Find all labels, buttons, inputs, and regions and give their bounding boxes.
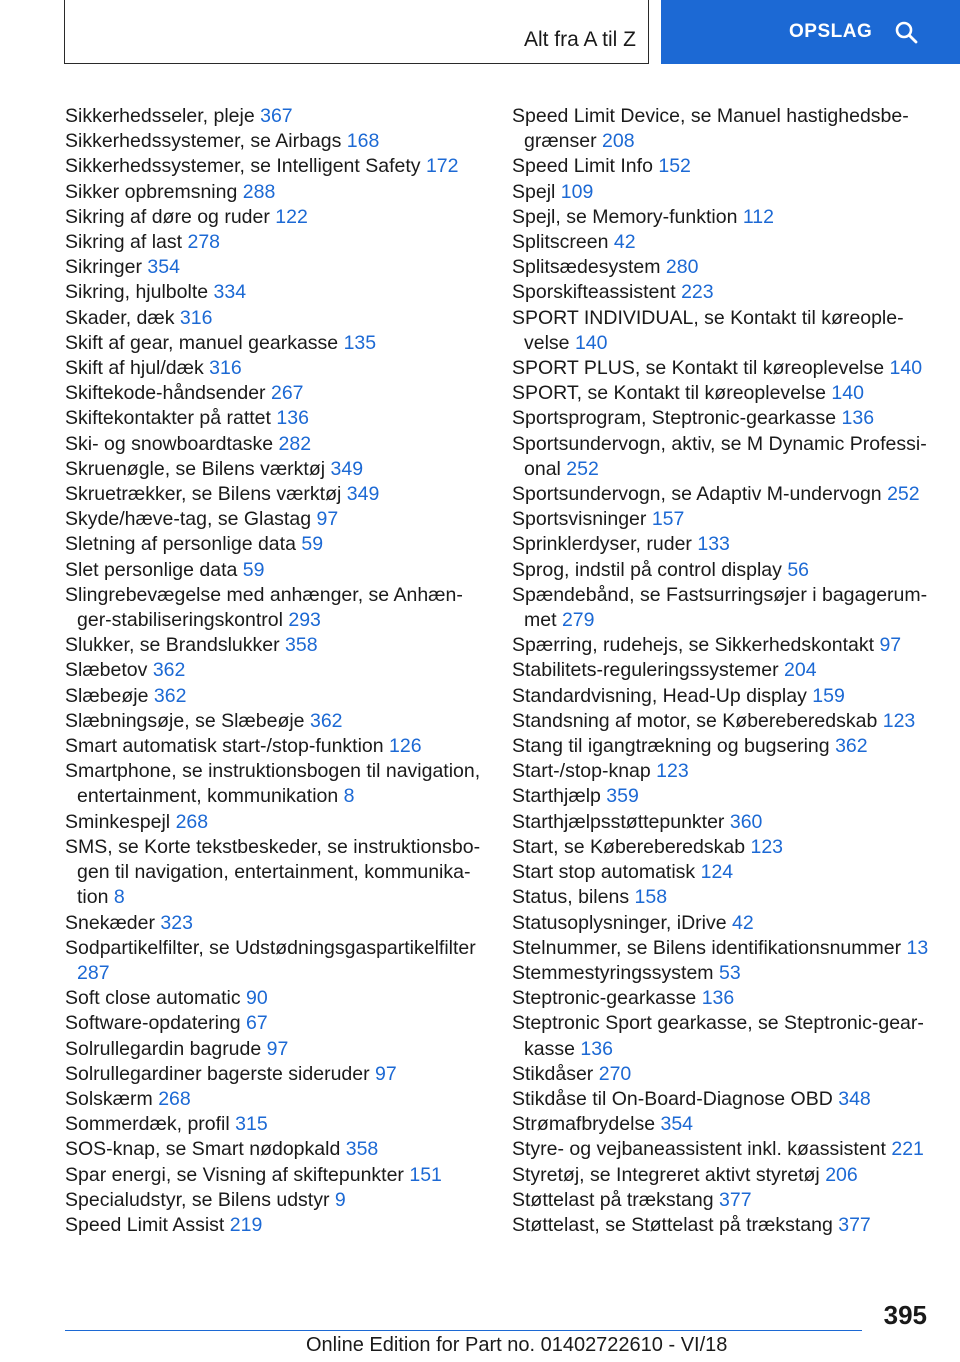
index-entry-term: Sikringer (65, 256, 142, 279)
index-entry (65, 684, 485, 709)
index-entry (65, 986, 485, 1011)
index-entry-term: Skader, dæk (65, 306, 175, 329)
index-entry-term: Snekæder (65, 911, 155, 934)
index-page-link[interactable]: 367 (260, 105, 293, 127)
index-page-link[interactable]: 358 (285, 634, 318, 657)
index-entry-term: Sportsvisninger (512, 508, 647, 531)
index-entry-term: Strømafbrydelse (512, 1113, 656, 1136)
index-entry (512, 432, 932, 482)
index-page-link[interactable]: 109 (560, 180, 594, 203)
index-entry-term: Specialudstyr, se Bilens udstyr (65, 1188, 330, 1211)
index-page-link[interactable]: 287 (77, 961, 110, 984)
index-entry (512, 936, 932, 961)
index-entry-term: Sikkerhedssystemer, se Airbags (65, 130, 342, 153)
index-page-link[interactable]: 152 (658, 155, 691, 178)
index-entry-term: Sprog, indstil på control display (512, 558, 782, 581)
index-page-link[interactable]: 97 (375, 1062, 397, 1085)
index-entry (65, 432, 485, 457)
index-page-link[interactable]: 136 (276, 407, 309, 430)
index-entry-term: Solskærm (65, 1087, 153, 1110)
index-page-link[interactable]: 59 (301, 533, 324, 556)
index-entry (65, 532, 485, 557)
index-entry (512, 381, 932, 406)
index-entry-term: SOS-knap, se Smart nødopkald (65, 1138, 341, 1161)
index-entry-term: Start, se Købereberedskab (512, 835, 746, 858)
index-entry (512, 558, 932, 583)
index-page-link[interactable]: 140 (831, 382, 864, 405)
index-entry-term: Speed Limit Device, se Manuel hastighedsbegrænser (512, 105, 909, 153)
index-entry-term: Standardvisning, Head-Up display (512, 684, 807, 707)
index-entry (65, 306, 485, 331)
index-entry (65, 1188, 485, 1213)
index-entry-term: Statusoplysninger, iDrive (512, 911, 727, 934)
index-page-link[interactable]: 140 (574, 331, 608, 354)
index-page-link[interactable]: 140 (889, 357, 923, 380)
index-page-link[interactable]: 90 (246, 987, 268, 1010)
index-entry (65, 1011, 485, 1036)
index-column-left (65, 104, 485, 1238)
index-entry-term: Ski- og snowboardtaske (65, 432, 274, 455)
index-page-link[interactable]: 349 (346, 483, 380, 506)
index-entry-term: Støttelast, se Støttelast på trækstang (512, 1213, 833, 1236)
index-page-link[interactable]: 359 (606, 785, 639, 808)
index-page-link[interactable]: 42 (613, 231, 636, 254)
index-entry-term: Standsning af motor, se Købereberedskab (512, 709, 878, 732)
index-page-link[interactable]: 112 (742, 205, 774, 228)
index-entry-term: Spejl, se Memory-funktion (512, 205, 738, 228)
index-entry-term: Slæbeøje (65, 684, 149, 707)
index-page-link[interactable]: 252 (566, 457, 599, 480)
index-entry (65, 583, 485, 633)
index-page-link[interactable]: 349 (330, 457, 364, 480)
index-entry (512, 356, 932, 381)
index-page-link[interactable]: 136 (580, 1037, 613, 1060)
lookup-button[interactable] (661, 0, 960, 64)
index-entry-term: Skruetrækker, se Bilens værktøj (65, 483, 342, 506)
index-entry-term: Skiftekontakter på rattet (65, 407, 271, 430)
index-entry (65, 658, 485, 683)
index-entry-term: Sikkerhedsseler, pleje (65, 105, 255, 127)
index-page-link[interactable]: 206 (825, 1163, 858, 1186)
index-page-link[interactable]: 133 (697, 533, 730, 556)
index-entry-term: Starthjælp (512, 785, 601, 808)
index-page-link[interactable]: 362 (153, 684, 187, 707)
index-entry (65, 129, 485, 154)
index-entry (512, 658, 932, 683)
index-entry-term: Slæbningsøje, se Slæbeøje (65, 709, 305, 732)
index-page-link[interactable]: 136 (841, 407, 875, 430)
index-page-link[interactable]: 208 (602, 130, 635, 153)
index-entry-term: Stang til igangtrækning og bugsering (512, 735, 830, 758)
index-page-link[interactable]: 204 (784, 659, 817, 682)
index-entry-term: Slet personlige data (65, 558, 238, 581)
footer-divider (65, 1330, 862, 1331)
index-entry-term: Sikring af last (65, 231, 183, 254)
index-entry (512, 1011, 932, 1061)
index-page-link[interactable]: 293 (288, 609, 321, 632)
index-entry-term: Stabilitets-reguleringssystemer (512, 659, 779, 682)
index-page-link[interactable]: 13 (906, 936, 929, 959)
index-entry-term: Sikkerhedssystemer, se Intelligent Safety (65, 155, 421, 178)
index-entry-term: Skiftekode-håndsender (65, 382, 266, 405)
index-page-link[interactable]: 123 (750, 835, 784, 858)
index-page-link[interactable]: 323 (160, 911, 193, 934)
lookup-button-label: OPSLAG (789, 21, 873, 42)
index-entry (512, 986, 932, 1011)
index-entry-term: Sprinklerdyser, ruder (512, 533, 692, 556)
index-page-link[interactable]: 348 (838, 1087, 871, 1110)
index-entry (65, 810, 485, 835)
index-entry (512, 104, 932, 154)
index-page-link[interactable]: 316 (179, 306, 213, 329)
index-entry (512, 1062, 932, 1087)
index-entry-term: Sletning af personlige data (65, 533, 296, 556)
index-page-link[interactable]: 252 (887, 483, 920, 506)
index-entry-term: Støttelast på trækstang (512, 1188, 714, 1211)
index-entry-term: SPORT PLUS, se Kontakt til køreoplevelse (512, 357, 885, 380)
index-entry (65, 1112, 485, 1137)
index-page-link[interactable]: 268 (175, 810, 209, 833)
index-page-link[interactable]: 280 (665, 256, 699, 279)
page-number: 395 (883, 1300, 927, 1330)
index-page-link[interactable]: 288 (242, 180, 276, 203)
index-entry (65, 507, 485, 532)
index-entry (65, 356, 485, 381)
index-entry (65, 1087, 485, 1112)
index-entry-term: Sportsundervogn, aktiv, se M Dynamic Professional (512, 432, 927, 480)
search-icon (894, 20, 918, 44)
index-entry (512, 230, 932, 255)
index-entry (65, 482, 485, 507)
index-page-link[interactable]: 157 (651, 508, 685, 531)
index-entry-term: Slingrebevægelse med anhænger, se Anhænger-stabiliseringskontrol (65, 583, 463, 632)
index-entry (65, 280, 485, 305)
index-page-link[interactable]: 354 (660, 1113, 694, 1136)
index-entry (65, 457, 485, 482)
index-page-link[interactable]: 168 (346, 130, 380, 153)
index-page-link[interactable]: 97 (316, 508, 339, 531)
index-entry (512, 860, 932, 885)
index-page-link[interactable]: 267 (270, 382, 304, 405)
index-page-link[interactable]: 158 (634, 886, 668, 909)
index-entry-term: Skift af hjul/dæk (65, 357, 204, 380)
index-entry-term: SMS, se Korte tekstbeskeder, se instruktionsbogen til navigation, entertainment, kommunikation (65, 835, 481, 909)
index-entry (512, 1087, 932, 1112)
index-page-link[interactable]: 53 (718, 961, 741, 984)
index-entry-term: Sikker opbremsning (65, 180, 238, 203)
index-entry (512, 1137, 932, 1162)
index-entry-term: Styretøj, se Integreret aktivt styretøj (512, 1163, 820, 1186)
index-entry (65, 1062, 485, 1087)
index-entry (512, 482, 932, 507)
index-page-link[interactable]: 123 (882, 709, 916, 732)
index-page-link[interactable]: 377 (719, 1188, 752, 1211)
index-entry (65, 558, 485, 583)
index-entry (512, 1213, 932, 1238)
index-page-link[interactable]: 122 (275, 205, 308, 228)
index-entry (65, 1213, 485, 1238)
index-entry (512, 532, 932, 557)
index-entry-term: Status, bilens (512, 886, 630, 909)
index-entry-term: Sikring af døre og ruder (65, 205, 270, 228)
index-entry (65, 759, 485, 809)
index-page-link[interactable]: 377 (838, 1213, 871, 1236)
index-entry (65, 381, 485, 406)
index-entry-term: SPORT, se Kontakt til køreoplevelse (512, 382, 826, 405)
index-page-link[interactable]: 123 (656, 760, 689, 783)
index-entry (512, 406, 932, 431)
index-entry-term: Spærring, rudehejs, se Sikkerhedskontakt (512, 634, 875, 657)
index-page-link[interactable]: 67 (246, 1012, 268, 1035)
index-entry (65, 180, 485, 205)
index-entry-term: Solrullegardiner bagerste sideruder (65, 1062, 370, 1085)
index-entry-term: Sommerdæk, profil (65, 1113, 230, 1136)
index-page-link[interactable]: 279 (561, 609, 595, 632)
index-page-link[interactable]: 59 (242, 558, 265, 581)
index-entry (512, 885, 932, 910)
index-page-link[interactable]: 97 (266, 1037, 289, 1060)
index-entry-term: Speed Limit Assist (65, 1213, 225, 1236)
index-entry-term: Slæbetov (65, 659, 148, 682)
index-page-link[interactable]: 126 (389, 735, 422, 758)
index-entry (65, 205, 485, 230)
index-page-link[interactable]: 278 (187, 231, 221, 254)
index-page-link[interactable]: 334 (213, 281, 247, 304)
index-entry-term: Slukker, se Brandslukker (65, 634, 280, 657)
index-entry (65, 936, 485, 986)
index-page-link[interactable]: 270 (598, 1062, 632, 1085)
index-page-link[interactable]: 97 (879, 634, 902, 657)
index-entry-term: Soft close automatic (65, 987, 241, 1010)
index-entry-term: Stemmestyringssystem (512, 961, 714, 984)
index-entry-term: Software-opdatering (65, 1012, 241, 1035)
index-page-link[interactable]: 223 (681, 281, 714, 304)
index-entry (65, 709, 485, 734)
index-entry-term: Speed Limit Info (512, 155, 653, 178)
index-page-link[interactable]: 8 (343, 785, 355, 808)
index-page-link[interactable]: 315 (235, 1113, 268, 1136)
index-entry-term: Start stop automatisk (512, 861, 696, 884)
index-entry-term: Splitsædesystem (512, 256, 661, 279)
index-entry-term: Solrullegardin bagrude (65, 1037, 262, 1060)
index-entry-term: Steptronic-gearkasse (512, 987, 697, 1010)
index-page-link[interactable]: 268 (158, 1087, 191, 1110)
index-entry (65, 1163, 485, 1188)
index-entry (512, 1188, 932, 1213)
index-entry (65, 633, 485, 658)
index-entry-term: Stikdåser (512, 1062, 594, 1085)
index-entry-term: Sporskifteassistent (512, 281, 676, 304)
index-page-link[interactable]: 42 (732, 911, 754, 934)
index-entry-term: Stikdåse til On-Board-Diagnose OBD (512, 1087, 833, 1110)
index-entry-term: Starthjælpsstøttepunkter (512, 810, 725, 833)
index-entry-term: Smartphone, se instruktionsbogen til navigation, entertainment, kommunikation (65, 760, 481, 808)
index-entry (512, 633, 932, 658)
index-entry (512, 784, 932, 809)
index-entry-term: Spændebånd, se Fastsurringsøjer i bagagerummet (512, 583, 928, 632)
index-entry (65, 255, 485, 280)
index-entry-term: Splitscreen (512, 231, 609, 254)
index-page-link[interactable]: 219 (229, 1213, 263, 1236)
index-entry-term: Sportsprogram, Steptronic-gearkasse (512, 407, 837, 430)
index-page-link[interactable]: 159 (812, 684, 845, 707)
index-entry (65, 734, 485, 759)
edition-footer: Online Edition for Part no. 01402722610 - VI/18 (306, 1334, 728, 1356)
index-entry-term: Styre- og vejbaneassistent inkl. køassistent (512, 1138, 886, 1161)
index-entry (65, 154, 485, 179)
index-entry-term: Smart automatisk start-/stop-funktion (65, 735, 384, 758)
index-entry-term: Sodpartikelfilter, se Udstødningsgaspartikelfilter (65, 936, 476, 959)
index-page-link[interactable]: 9 (334, 1188, 346, 1211)
index-page-link[interactable]: 8 (113, 886, 125, 909)
index-entry (512, 734, 932, 759)
index-entry (512, 1163, 932, 1188)
index-entry (512, 154, 932, 179)
index-entry (512, 255, 932, 280)
index-entry-term: Skift af gear, manuel gearkasse (65, 331, 339, 354)
index-entry (512, 911, 932, 936)
index-entry (65, 1137, 485, 1162)
index-entry-term: Sportsundervogn, se Adaptiv M-undervogn (512, 483, 882, 506)
index-page-link[interactable]: 358 (345, 1138, 379, 1161)
index-entry (65, 406, 485, 431)
index-entry-term: Spar energi, se Visning af skiftepunkter (65, 1163, 404, 1186)
index-page-link[interactable]: 221 (891, 1138, 924, 1161)
index-entry-term: SPORT INDIVIDUAL, se Kontakt til køreoplevelse (512, 306, 904, 354)
index-page-link[interactable]: 316 (209, 357, 242, 380)
section-title: Alt fra A til Z (523, 28, 636, 51)
index-entry (65, 1037, 485, 1062)
index-page-link[interactable]: 362 (835, 735, 868, 758)
index-entry (512, 684, 932, 709)
index-page-link[interactable]: 124 (700, 861, 734, 884)
index-entry-term: Start-/stop-knap (512, 760, 651, 783)
index-page-link[interactable]: 354 (147, 256, 180, 279)
index-entry (65, 104, 485, 129)
index-entry (512, 280, 932, 305)
index-entry (512, 205, 932, 230)
index-entry (512, 306, 932, 356)
index-column-right (512, 104, 932, 1238)
index-entry (512, 759, 932, 784)
index-entry-term: Steptronic Sport gearkasse, se Steptronic-gearkasse (512, 1012, 924, 1060)
index-entry (65, 911, 485, 936)
index-entry (512, 180, 932, 205)
index-entry-term: Sminkespejl (65, 810, 171, 833)
index-page-link[interactable]: 136 (701, 987, 735, 1010)
index-page-link[interactable]: 135 (343, 331, 377, 354)
index-entry (512, 507, 932, 532)
index-entry (65, 230, 485, 255)
index-entry (65, 835, 485, 911)
index-entry (512, 810, 932, 835)
index-page-link[interactable]: 360 (729, 810, 763, 833)
index-entry (65, 331, 485, 356)
index-entry-term: Spejl (512, 180, 556, 203)
index-entry-term: Skruenøgle, se Bilens værktøj (65, 457, 326, 480)
index-entry-term: Sikring, hjulbolte (65, 281, 209, 304)
index-entry (512, 835, 932, 860)
index-entry (512, 961, 932, 986)
index-page-link[interactable]: 172 (425, 155, 459, 178)
index-entry (512, 1112, 932, 1137)
index-page-link[interactable]: 362 (152, 659, 186, 682)
index-entry-term: Stelnummer, se Bilens identifikationsnummer (512, 936, 902, 959)
index-page-link[interactable]: 56 (787, 558, 810, 581)
index-entry-term: Skyde/hæve-tag, se Glastag (65, 508, 312, 531)
index-page-link[interactable]: 282 (278, 432, 312, 455)
index-page-link[interactable]: 362 (309, 709, 343, 732)
header-section-box (64, 0, 649, 64)
index-page-link[interactable]: 151 (409, 1163, 442, 1186)
index-entry (512, 709, 932, 734)
index-entry (512, 583, 932, 633)
